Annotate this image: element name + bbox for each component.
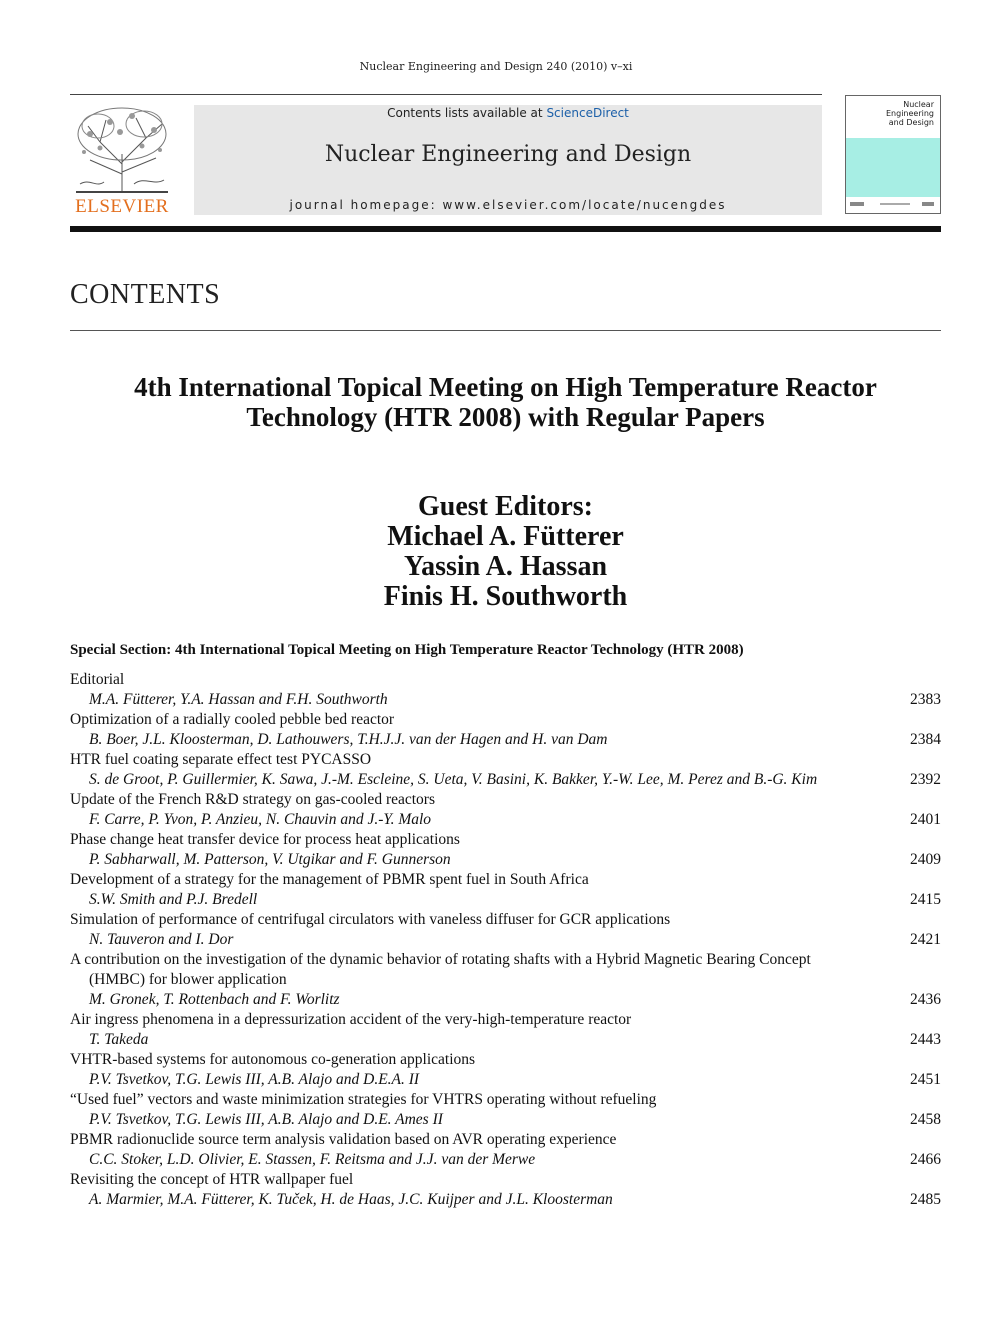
toc-entry (70, 1130, 941, 1170)
article-author-line (70, 890, 941, 910)
article-authors: M. Gronek, T. Rottenbach and F. Worlitz (89, 991, 340, 1008)
article-title-link[interactable]: Phase change heat transfer device for process heat applications (70, 831, 460, 848)
toc-entry (70, 950, 941, 1010)
issue-title (70, 372, 941, 432)
toc-entry (70, 750, 941, 790)
article-page-number: 2409 (910, 851, 941, 868)
article-title-link[interactable]: Revisiting the concept of HTR wallpaper fuel (70, 1171, 354, 1188)
article-authors: P.V. Tsvetkov, T.G. Lewis III, A.B. Alajo and D.E. Ames II (89, 1111, 443, 1128)
article-title-link[interactable]: PBMR radionuclide source term analysis validation based on AVR operating experience (70, 1131, 617, 1148)
header-thick-rule (70, 226, 941, 232)
toc-entry (70, 830, 941, 870)
toc-entry (70, 1090, 941, 1130)
article-author-line (70, 730, 941, 750)
article-author-line (70, 810, 941, 830)
article-author-line (70, 1030, 941, 1050)
guest-editor-name: Yassin A. Hassan (403, 551, 608, 582)
article-authors: B. Boer, J.L. Kloosterman, D. Lathouwers, T.H.J.J. van der Hagen and H. van Dam (89, 731, 608, 748)
article-author-line (70, 990, 941, 1010)
article-title-link[interactable]: Editorial (70, 671, 125, 688)
article-page-number: 2443 (910, 1031, 941, 1048)
toc-entry (70, 1170, 941, 1210)
article-authors: S. de Groot, P. Guillermier, K. Sawa, J.-M. Escleine, S. Ueta, V. Basini, K. Bakker, Y.-W. Lee, M. Perez and B.-G. Kim (89, 771, 818, 788)
cover-color-band (846, 138, 940, 197)
article-page-number: 2401 (910, 811, 941, 828)
guest-editor-name: Michael A. Fütterer (387, 521, 624, 552)
article-title-link[interactable]: Development of a strategy for the management of PBMR spent fuel in South Africa (70, 871, 589, 888)
journal-title: Nuclear Engineering and Design (324, 142, 692, 167)
article-authors: P. Sabharwall, M. Patterson, V. Utgikar and F. Gunnerson (89, 851, 451, 868)
sciencedirect-link[interactable]: ScienceDirect (546, 106, 629, 120)
article-author-line (70, 770, 941, 790)
contents-prefix: Contents lists available at (387, 106, 547, 120)
article-author-line (70, 1190, 941, 1210)
article-title-link[interactable]: Air ingress phenomena in a depressurization accident of the very-high-temperature reactor (70, 1011, 632, 1028)
article-title-link[interactable]: VHTR-based systems for autonomous co-generation applications (70, 1051, 476, 1068)
article-title-link[interactable]: HTR fuel coating separate effect test PYCASSO (70, 751, 372, 768)
article-authors: S.W. Smith and P.J. Bredell (89, 891, 258, 908)
article-title-link[interactable]: “Used fuel” vectors and waste minimization strategies for VHTRS operating without refueling (70, 1091, 657, 1108)
cover-footer-icon (850, 200, 936, 208)
article-page-number: 2392 (910, 771, 941, 788)
article-authors: P.V. Tsvetkov, T.G. Lewis III, A.B. Alajo and D.E.A. II (89, 1071, 420, 1088)
article-page-number: 2383 (910, 691, 941, 708)
article-page-number: 2384 (910, 731, 941, 748)
article-author-line (70, 930, 941, 950)
journal-cover-thumbnail (845, 95, 941, 214)
cover-title-line2: and Design (888, 118, 934, 127)
article-author-line (70, 1150, 941, 1170)
table-of-contents (70, 670, 941, 1210)
article-page-number: 2415 (910, 891, 941, 908)
header-rule (70, 94, 822, 95)
toc-entry (70, 790, 941, 830)
article-title-link[interactable]: Optimization of a radially cooled pebble bed reactor (70, 711, 395, 728)
issue-title-line1: 4th International Topical Meeting on High Temperature Reactor (134, 372, 877, 402)
toc-entry (70, 870, 941, 910)
article-page-number: 2458 (910, 1111, 941, 1128)
toc-entry (70, 910, 941, 950)
special-section-heading: Special Section: 4th International Topical Meeting on High Temperature Reactor Technology (HTR 2008) (70, 642, 744, 658)
article-title-link[interactable]: Update of the French R&D strategy on gas-cooled reactors (70, 791, 435, 808)
article-page-number: 2421 (910, 931, 941, 948)
guest-editors (70, 492, 941, 612)
article-title-continuation[interactable]: (HMBC) for blower application (89, 971, 287, 988)
toc-entry (70, 1010, 941, 1050)
article-authors: T. Takeda (89, 1031, 149, 1048)
article-author-line (70, 690, 941, 710)
article-authors: M.A. Fütterer, Y.A. Hassan and F.H. Southworth (89, 691, 388, 708)
article-author-line (70, 1110, 941, 1130)
contents-heading: CONTENTS (70, 279, 221, 310)
article-authors: F. Carre, P. Yvon, P. Anzieu, N. Chauvin and J.-Y. Malo (89, 811, 432, 828)
contents-rule (70, 330, 941, 331)
cover-title-line1: Nuclear Engineering (886, 100, 934, 118)
toc-entry (70, 710, 941, 750)
toc-entry (70, 1050, 941, 1090)
publisher-logo-text: ELSEVIER (75, 196, 169, 217)
article-author-line (70, 1070, 941, 1090)
article-page-number: 2485 (910, 1191, 941, 1208)
journal-homepage-link[interactable]: journal homepage: www.elsevier.com/locate/nucengdes (289, 198, 727, 212)
article-author-line (70, 850, 941, 870)
article-page-number: 2451 (910, 1071, 941, 1088)
running-head: Nuclear Engineering and Design 240 (2010) v–xi (359, 60, 633, 73)
article-page-number: 2466 (910, 1151, 941, 1168)
cover-title (862, 100, 934, 127)
article-authors: C.C. Stoker, L.D. Olivier, E. Stassen, F. Reitsma and J.J. van der Merwe (89, 1151, 536, 1168)
toc-entry (70, 670, 941, 710)
guest-editor-name: Finis H. Southworth (383, 581, 628, 612)
article-page-number: 2436 (910, 991, 941, 1008)
article-title-link[interactable]: A contribution on the investigation of the dynamic behavior of rotating shafts with a Hybrid Magnetic Bearing Concept (70, 951, 811, 968)
article-title-link[interactable]: Simulation of performance of centrifugal circulators with vaneless diffuser for GCR applications (70, 911, 671, 928)
issue-title-line2: Technology (HTR 2008) with Regular Papers (246, 402, 765, 432)
guest-editors-heading: Guest Editors: (418, 491, 593, 522)
article-authors: N. Tauveron and I. Dor (89, 931, 234, 948)
contents-available-line (194, 106, 822, 120)
article-authors: A. Marmier, M.A. Fütterer, K. Tuček, H. de Haas, J.C. Kuijper and J.L. Kloosterman (89, 1191, 613, 1208)
